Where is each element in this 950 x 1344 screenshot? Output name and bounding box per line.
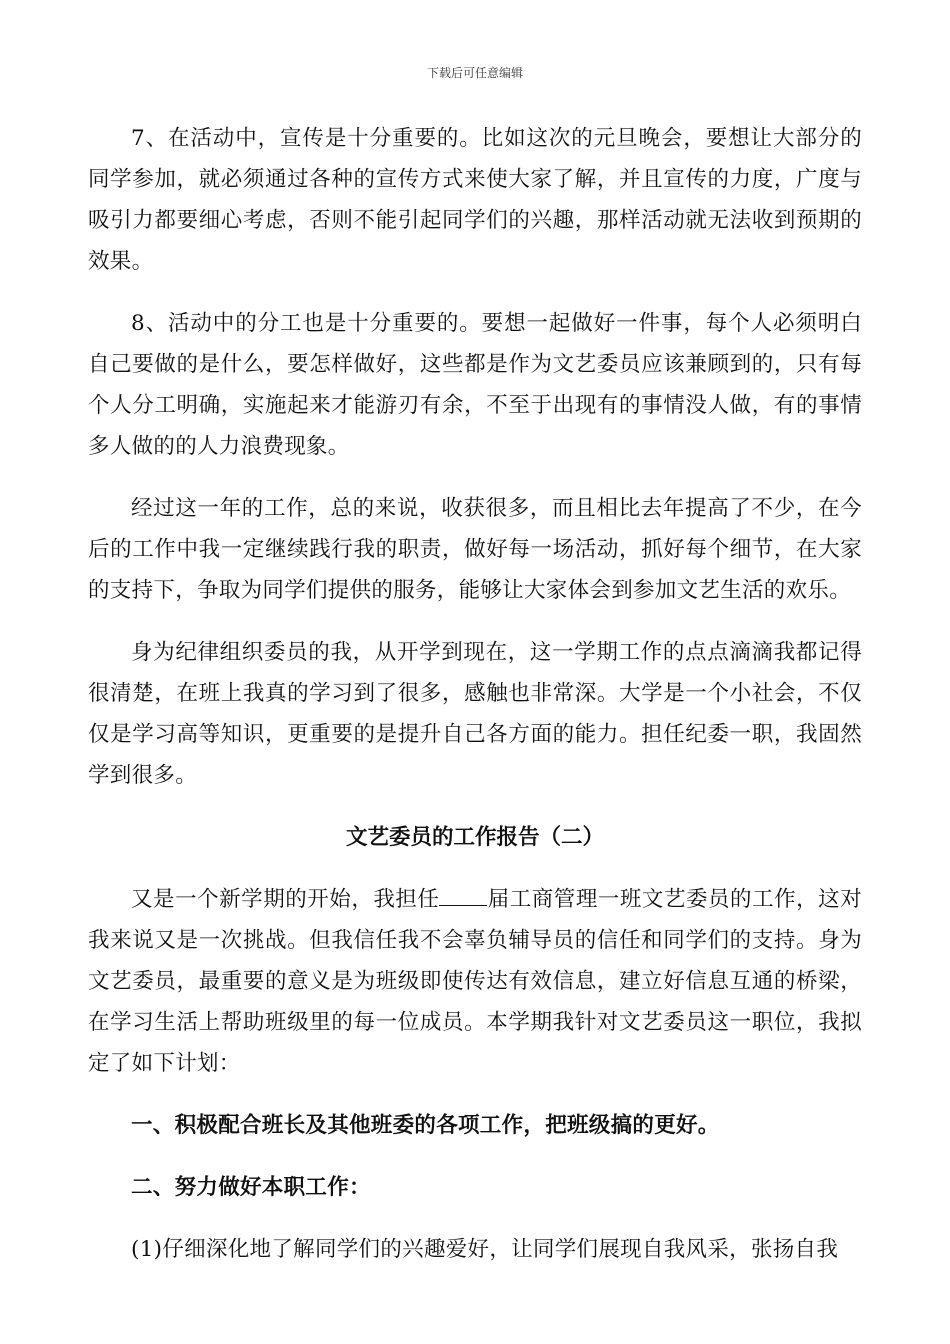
intro-text-before-blank: 又是一个新学期的开始，我担任 — [131, 887, 440, 912]
section-title: 文艺委员的工作报告（二） — [345, 825, 604, 850]
paragraph-intro — [88, 879, 862, 1084]
intro-text-after-blank: 届工商管理一班文艺委员的工作，这对我来说又是一次挑战。但我信任我不会辜负辅导员的信任和同学们的支持。身为文艺委员，最重要的意义是为班级即使传达有效信息，建立好信息互通的桥梁，在学习生活上帮助班级里的每一位成员。本学期我针对文艺委员这一职位，我拟定了如下计划： — [88, 887, 862, 1076]
document-body — [88, 118, 862, 1270]
plan-heading-1: 一、积极配合班长及其他班委的各项工作，把班级搞的更好。 — [131, 1113, 720, 1138]
paragraph-summary: 经过这一年的工作，总的来说，收获很多，而且相比去年提高了不少，在今后的工作中我一定继续践行我的职责，做好每一场活动，抓好每个细节，在大家的支持下，争取为同学们提供的服务，能够让大家体会到参加文艺生活的欢乐。 — [88, 496, 862, 603]
paragraph-item-7: 7、在活动中，宣传是十分重要的。比如这次的元旦晚会，要想让大部分的同学参加，就必须通过各种的宣传方式来使大家了解，并且宣传的力度，广度与吸引力都要细心考虑，否则不能引起同学们的兴趣，那样活动就无法收到预期的效果。 — [88, 126, 862, 274]
paragraph-discipline: 身为纪律组织委员的我，从开学到现在，这一学期工作的点点滴滴我都记得很清楚，在班上我真的学习到了很多，感触也非常深。大学是一个小社会，不仅仅是学习高等知识，更重要的是提升自己各方面的能力。担任纪委一职，我固然学到很多。 — [88, 640, 862, 788]
fill-in-blank — [439, 883, 487, 906]
plan-heading-2: 二、努力做好本职工作： — [131, 1175, 371, 1200]
paragraph-item-8: 8、活动中的分工也是十分重要的。要想一起做好一件事，每个人必须明白自己要做的是什么，要怎样做好，这些都是作为文艺委员应该兼顾到的，只有每个人分工明确，实施起来才能游刃有余，不至于出现有的事情没人做，有的事情多人做的的人力浪费现象。 — [88, 311, 862, 459]
page-header: 下载后可任意编辑 — [426, 66, 523, 80]
plan-item-1: (1)仔细深化地了解同学们的兴趣爱好，让同学们展现自我风采，张扬自我 — [131, 1237, 839, 1262]
